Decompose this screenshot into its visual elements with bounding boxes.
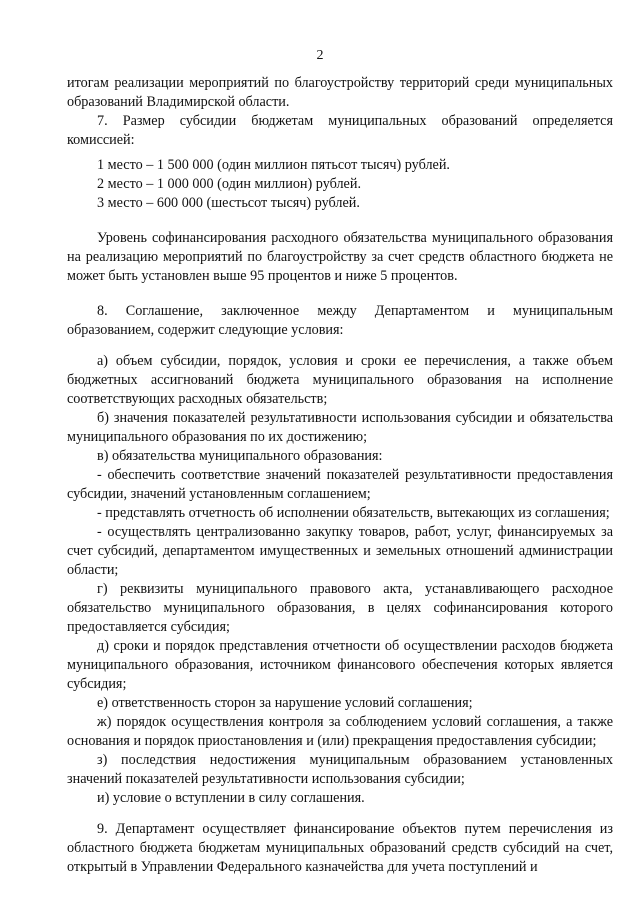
cofinancing-level: Уровень софинансирования расходного обязательства муниципального образования на реализацию мероприятий по благоустройству за счет средств областного бюджета не может быть установлен выше 95 процентов и ниже 5 процентов. <box>67 230 613 284</box>
obligation-1: - обеспечить соответствие значений показателей результативности предоставления субсидии, значений установленным соглашением; <box>67 467 613 502</box>
place-2: 2 место – 1 000 000 (один миллион) рублей. <box>97 176 361 192</box>
paragraph-continuation: итогам реализации мероприятий по благоустройству территорий среди муниципальных образований Владимирской области. <box>67 75 613 110</box>
condition-d: д) сроки и порядок представления отчетности об осуществлении расходов бюджета муниципального образования, источником финансового обеспечения которых является субсидия; <box>67 638 613 692</box>
paragraph-8: 8. Соглашение, заключенное между Департаментом и муниципальным образованием, содержит следующие условия: <box>67 303 613 338</box>
condition-a: а) объем субсидии, порядок, условия и сроки ее перечисления, а также объем бюджетных ассигнований бюджета муниципального образования на исполнение соответствующих расходных обязательств; <box>67 353 613 407</box>
condition-zh: ж) порядок осуществления контроля за соблюдением условий соглашения, а также основания и порядок приостановления и (или) прекращения предоставления субсидии; <box>67 714 613 749</box>
page-number: 2 <box>316 48 324 63</box>
obligation-2: - представлять отчетность об исполнении обязательств, вытекающих из соглашения; <box>97 505 610 521</box>
condition-g: г) реквизиты муниципального правового акта, устанавливающего расходное обязательство муниципального образования, в целях софинансирования которого предоставляется субсидия; <box>67 581 613 635</box>
condition-z: з) последствия недостижения муниципальным образованием установленных значений показателей результативности использования субсидии; <box>67 752 613 787</box>
condition-e: е) ответственность сторон за нарушение условий соглашения; <box>97 695 473 711</box>
place-3: 3 место – 600 000 (шестьсот тысяч) рублей. <box>97 195 360 211</box>
paragraph-7: 7. Размер субсидии бюджетам муниципальных образований определяется комиссией: <box>67 113 613 148</box>
paragraph-9: 9. Департамент осуществляет финансирование объектов путем перечисления из областного бюджета бюджетам муниципальных образований средств субсидий на счет, открытый в Управлении Федерального казначейства для учета поступлений и <box>67 821 613 875</box>
condition-i: и) условие о вступлении в силу соглашения. <box>97 790 365 806</box>
condition-v: в) обязательства муниципального образования: <box>97 448 383 464</box>
condition-b: б) значения показателей результативности использования субсидии и обязательства муниципального образования по их достижению; <box>67 410 613 445</box>
document-body <box>67 74 613 877</box>
obligation-3: - осуществлять централизованно закупку товаров, работ, услуг, финансируемых за счет субсидий, департаментом имущественных и земельных отношений администрации области; <box>67 524 613 578</box>
place-1: 1 место – 1 500 000 (один миллион пятьсот тысяч) рублей. <box>97 157 450 173</box>
